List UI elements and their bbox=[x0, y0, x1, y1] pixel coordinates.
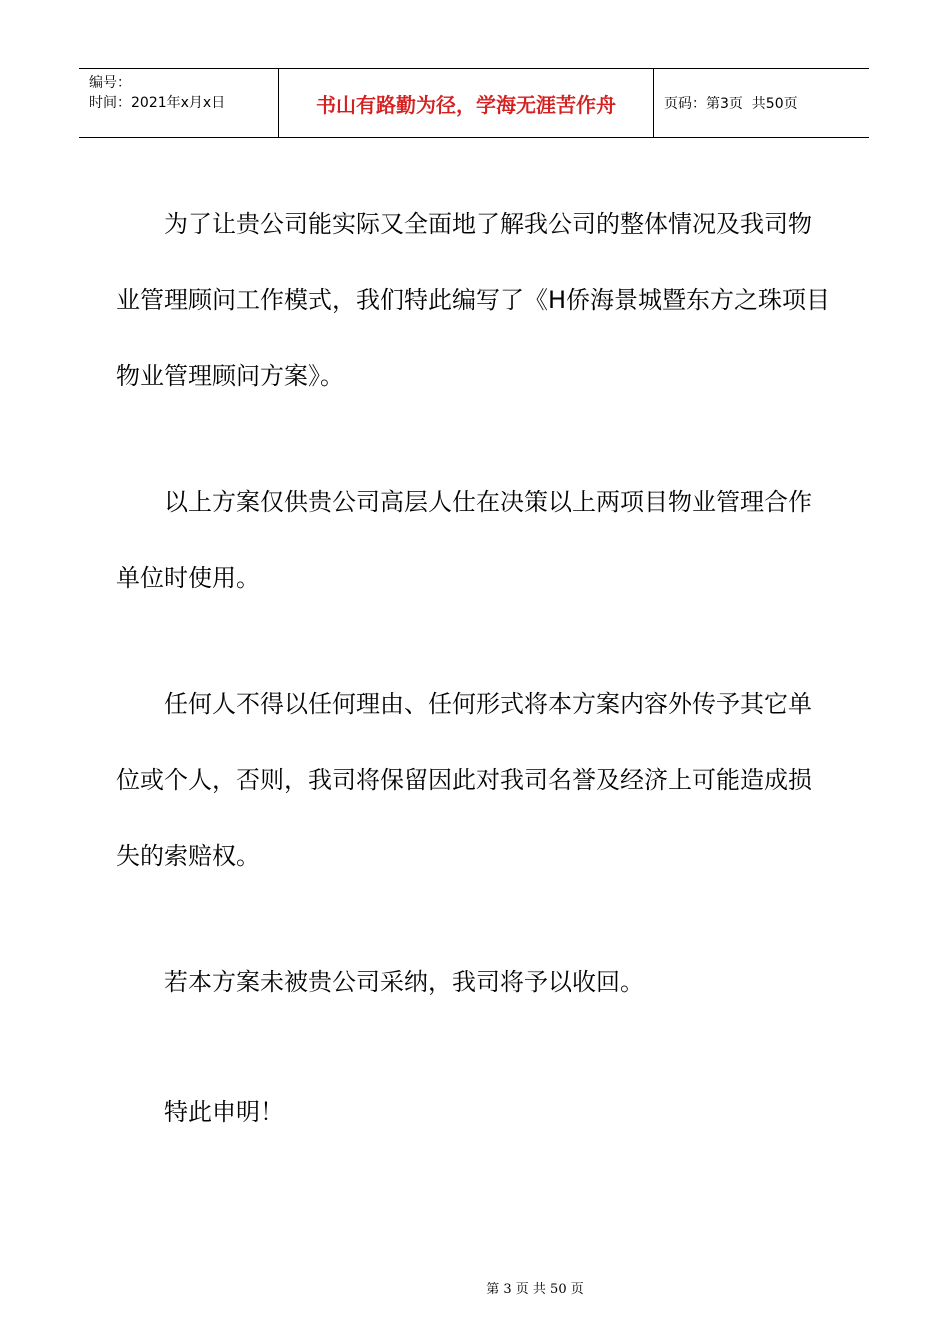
paragraph-intro: 为了让贵公司能实际又全面地了解我公司的整体情况及我司物业管理顾问工作模式，我们特此编写了《H侨海景城暨东方之珠项目物业管理顾问方案》。 bbox=[116, 210, 831, 390]
page-header bbox=[79, 68, 869, 138]
paragraph-declaration: 特此申明！ bbox=[164, 1098, 284, 1126]
header-page-info: 页码：第3页 共50页 bbox=[664, 96, 798, 112]
paragraph-usage: 以上方案仅供贵公司高层人仕在决策以上两项目物业管理合作单位时使用。 bbox=[116, 488, 812, 592]
page-footer: 第 3 页 共 50 页 bbox=[486, 1282, 584, 1297]
document-body bbox=[116, 186, 832, 1150]
number-label: 编号： bbox=[89, 75, 131, 91]
time-label: 时间：2021年x月x日 bbox=[89, 95, 226, 111]
paragraph-return: 若本方案未被贵公司采纳，我司将予以收回。 bbox=[164, 968, 644, 996]
header-meta bbox=[79, 69, 279, 137]
paragraph-confidentiality: 任何人不得以任何理由、任何形式将本方案内容外传予其它单位或个人，否则，我司将保留因此对我司名誉及经济上可能造成损失的索赔权。 bbox=[116, 690, 812, 870]
header-motto: 书山有路勤为径，学海无涯苦作舟 bbox=[279, 69, 654, 137]
